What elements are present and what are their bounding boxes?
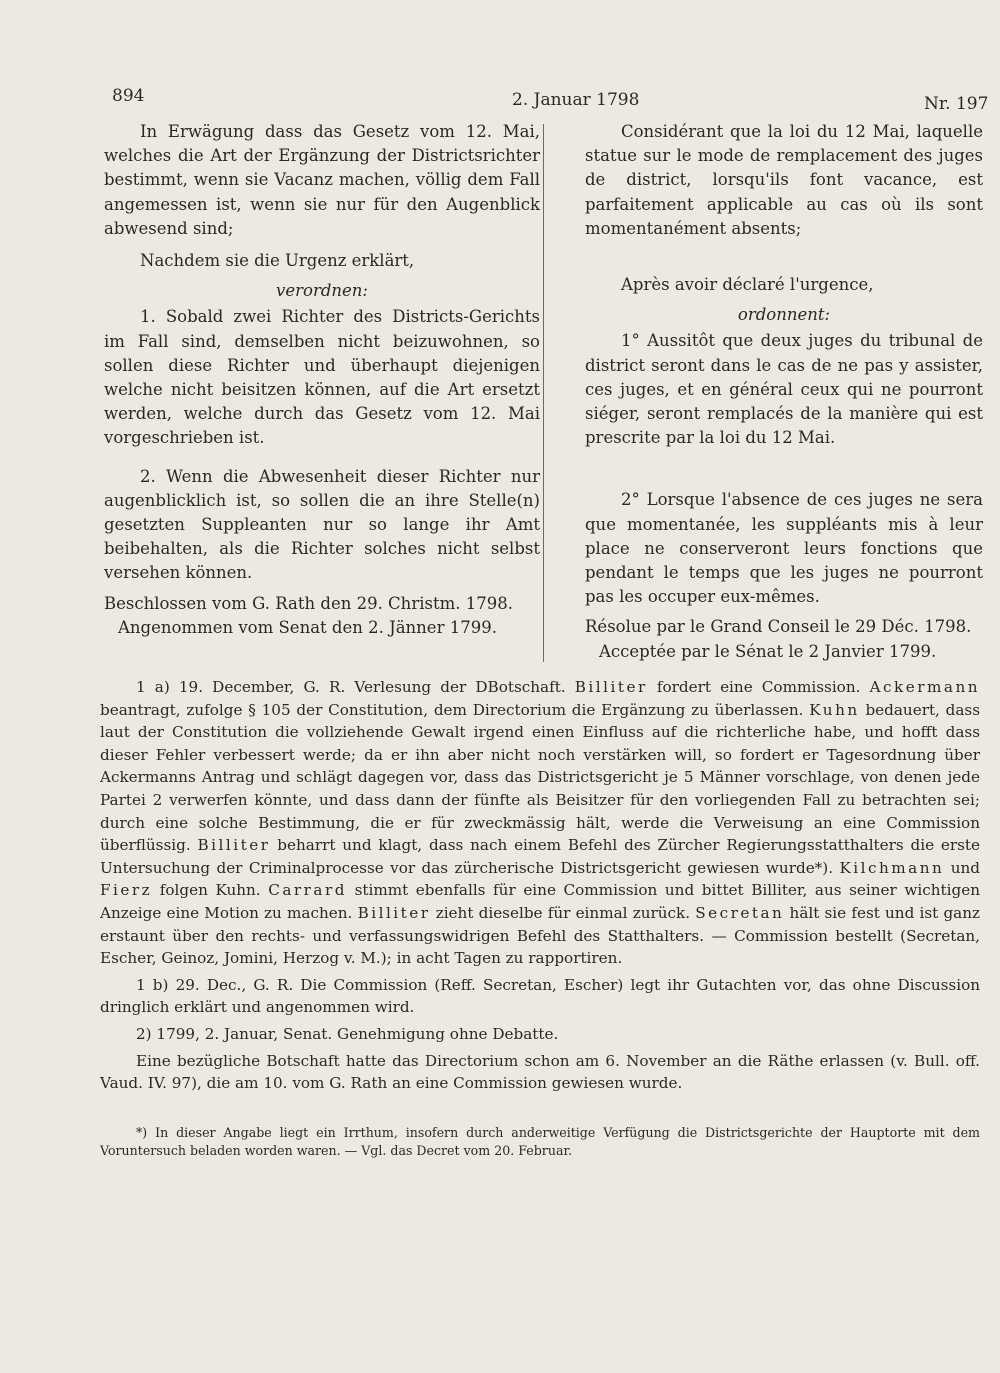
note-2: 2) 1799, 2. Januar, Senat. Genehmigung ohne Debatte. — [136, 1024, 559, 1043]
speaker-name: Billiter — [574, 678, 648, 696]
french-article-1: 1° Aussitôt que deux juges du tribunal de district seront dans le cas de ne pas y assister, ces juges, et en général ceux qui ne pourront siéger, seront remplacés de la manière qui est prescrite par la loi du 12 Mai. — [585, 331, 983, 448]
footnote: *) In dieser Angabe liegt ein Irrthum, insofern durch anderweitige Verfügung die Districtsgerichte der Hauptorte mit dem Voruntersuch beladen worden waren. — Vgl. das Decret vom 20. Februar. — [100, 1125, 980, 1158]
french-resolved: Résolue par le Grand Conseil le 29 Déc. 1798. — [585, 617, 972, 637]
note-1a: 1 a) 19. December, G. R. Verlesung der DBotschaft. Billiter fordert eine Commission. Ackermann beantragt, zufolge § 105 der Constitution, dem Directorium die Ergänzung zu überlassen. Kuhn bedauert, dass laut der Constitution die vollziehende Gewalt irgend einen Einfluss auf die richterliche habe, und hofft dass dieser Fehler verbessert werde; da er ihn aber nicht noch verstärken will, so fordert er Tagesordnung über Ackermanns Antrag und schlägt dagegen vor, dass das Districtsgericht je 5 Männer vorschlage, von denen jede Partei 2 verwerfen könnte, und dass dann der fünfte als Beisitzer für den vorliegenden Fall zu betrachten sei; durch eine solche Bestimmung, die er für zweckmässig hält, werde die Verweisung an eine Commission überflüssig. Billiter beharrt und klagt, dass nach einem Befehl des Zürcher Regierungsstatthalters die erste Untersuchung der Criminalprocesse vor das zürcherische Districtsgericht gewiesen wurde*). Kilchmann und Fierz folgen Kuhn. Carrard stimmt ebenfalls für eine Commission und bittet Billiter, aus seiner wichtigen Anzeige eine Motion zu machen. Billiter zieht dieselbe für einmal zurück. Secretan hält sie fest und ist ganz erstaunt über den rechts- und verfassungswidrigen Befehl des Statthalters. — Commission bestellt (Secretan, Escher, Geinoz, Jomini, Herzog v. M.); in acht Tagen zu rapportiren. — [100, 678, 981, 968]
page-number: 894 — [112, 86, 145, 106]
french-article-2: 2° Lorsque l'absence de ces juges ne sera que momentanée, les suppléants mis à leur place ne conserveront leurs fonctions que pendant le temps que les juges ne pourront pas les occuper eux-mêmes. — [585, 490, 983, 607]
note-botschaft: Eine bezügliche Botschaft hatte das Directorium schon am 6. November an die Räthe erlassen (v. Bull. off. Vaud. IV. 97), die am 10. vom G. Rath an eine Commission gewiesen wurde. — [100, 1051, 980, 1093]
german-verordnen: verordnen: — [276, 281, 368, 301]
page-header — [0, 86, 1000, 116]
header-date: 2. Januar 1798 — [512, 90, 640, 110]
note-1b: 1 b) 29. Dec., G. R. Die Commission (Reff. Secretan, Escher) legt ihr Gutachten vor, das ohne Discussion dringlich erklärt und angenommen wird. — [100, 975, 980, 1017]
french-urgency: Après avoir déclaré l'urgence, — [621, 275, 874, 295]
french-ordonnent: ordonnent: — [737, 305, 831, 325]
speaker-name: Kuhn — [809, 700, 860, 719]
editorial-notes — [100, 676, 980, 1095]
german-preamble: In Erwägung dass das Gesetz vom 12. Mai, welches die Art der Ergänzung der Districtsrichter bestimmt, wenn sie Vacanz machen, völlig dem Fall angemessen ist, wenn sie nur für den Augenblick abwesend sind; — [104, 122, 540, 238]
speaker-name: Ackermann — [869, 678, 981, 696]
speaker-name: Kilchmann — [839, 858, 945, 877]
speaker-name: Secretan — [695, 903, 785, 922]
french-accepted: Acceptée par le Sénat le 2 Janvier 1799. — [599, 641, 937, 661]
french-preamble: Considérant que la loi du 12 Mai, laquelle statue sur le mode de remplacement des juges de district, lorsqu'ils font vacance, est parfaitement applicable au cas où ils sont momentanément absents; — [585, 122, 983, 238]
speaker-name: Billiter — [197, 836, 271, 855]
german-column — [104, 120, 540, 640]
document-number: Nr. 197 — [924, 94, 989, 114]
speaker-name: Billiter — [357, 903, 431, 922]
german-article-2: 2. Wenn die Abwesenheit dieser Richter nur augenblicklich ist, so sollen die an ihre Stelle(n) gesetzten Suppleanten nur so lange ihr Amt beibehalten, als die Richter solches nicht selbst versehen können. — [104, 466, 540, 583]
german-accepted: Angenommen vom Senat den 2. Jänner 1799. — [118, 617, 497, 637]
german-urgency: Nachdem sie die Urgenz erklärt, — [140, 251, 415, 271]
german-resolved: Beschlossen vom G. Rath den 29. Christm. 1798. — [104, 593, 513, 613]
french-column — [585, 120, 983, 664]
column-divider — [543, 124, 544, 662]
german-article-1: 1. Sobald zwei Richter des Districts-Gerichts im Fall sind, demselben nicht beizuwohnen, so sollen diese Richter und überhaupt diejenigen welche nicht beisitzen können, auf die Art ersetzt werden, welche durch das Gesetz vom 12. Mai vorgeschrieben ist. — [104, 307, 540, 448]
speaker-name: Carrard — [268, 881, 347, 900]
speaker-name: Fierz — [100, 881, 153, 900]
